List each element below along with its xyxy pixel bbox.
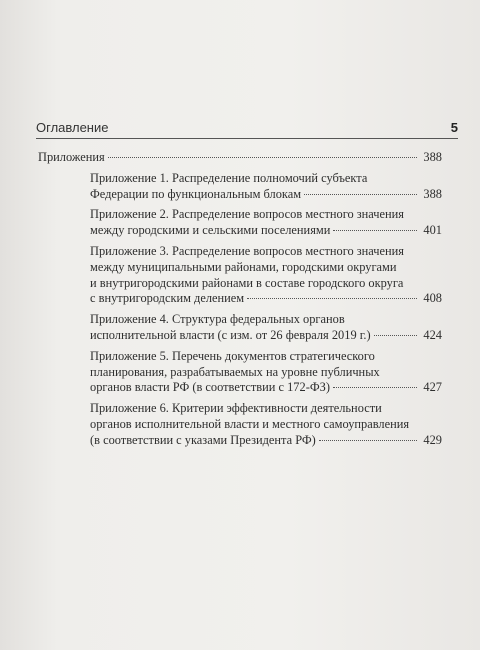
dot-leader: [247, 298, 417, 299]
toc-entry-last-line: [90, 223, 442, 239]
toc-entry-text: Федерации по функциональным блокам: [90, 186, 302, 201]
dot-leader: [304, 194, 417, 195]
table-of-contents: [38, 150, 442, 454]
toc-entry-text: Приложение 1. Распределение полномочий субъекта: [90, 170, 368, 185]
page-number: 5: [450, 120, 458, 135]
toc-entry-text: между городскими и сельскими поселениями: [90, 223, 331, 238]
toc-entry-text: (в соответствии с указами Президента РФ): [90, 432, 316, 447]
toc-entry-text: исполнительной власти (с изм. от 26 февраля 2019 г.): [90, 327, 371, 342]
toc-entry[interactable]: [38, 207, 442, 239]
toc-page-number: 408: [423, 291, 442, 306]
toc-entry-last-line: [90, 380, 442, 396]
toc-page-number: 424: [423, 327, 442, 342]
toc-page-number: 401: [423, 223, 442, 238]
running-header: [36, 118, 458, 139]
toc-entry-text: планирования, разрабатываемых на уровне публичных: [90, 364, 380, 379]
toc-entry[interactable]: [38, 171, 442, 203]
section-title: Оглавление: [36, 120, 109, 135]
toc-entry-text: Приложение 5. Перечень документов стратегического: [90, 348, 375, 363]
toc-entry[interactable]: [38, 349, 442, 396]
toc-page-number: 427: [423, 380, 442, 395]
toc-entry-text: органов власти РФ (в соответствии с 172-ФЗ): [90, 380, 330, 395]
toc-entry-text: Приложение 4. Структура федеральных органов: [90, 312, 345, 327]
toc-page-number: 429: [423, 432, 442, 447]
toc-entry[interactable]: [38, 150, 442, 166]
toc-entry-text: и внутригородскими районами в составе городского округа: [90, 275, 404, 290]
toc-entry[interactable]: [38, 401, 442, 448]
toc-entry-text: Приложение 6. Критерии эффективности деятельности: [90, 401, 382, 416]
toc-entry-text: Приложение 2. Распределение вопросов местного значения: [90, 207, 405, 222]
toc-entry[interactable]: [38, 312, 442, 344]
dot-leader: [333, 230, 417, 231]
toc-page-number: 388: [423, 150, 442, 164]
dot-leader: [333, 387, 417, 388]
toc-entry-text: Приложения: [38, 150, 105, 164]
toc-entry-last-line: [90, 291, 442, 307]
toc-entry-last-line: [90, 433, 442, 449]
dot-leader: [108, 157, 417, 158]
toc-entry-last-line: [90, 328, 442, 344]
toc-entry-text: с внутригородским делением: [90, 291, 245, 306]
dot-leader: [374, 335, 417, 336]
toc-entry-last-line: [38, 150, 442, 166]
toc-entry-text: между муниципальными районами, городскими округами: [90, 259, 397, 274]
toc-page-number: 388: [423, 186, 442, 201]
dot-leader: [319, 440, 417, 441]
toc-entry-text: органов исполнительной власти и местного самоуправления: [90, 416, 410, 431]
toc-entry[interactable]: [38, 244, 442, 307]
toc-entry-text: Приложение 3. Распределение вопросов местного значения: [90, 243, 405, 258]
toc-entry-last-line: [90, 187, 442, 203]
